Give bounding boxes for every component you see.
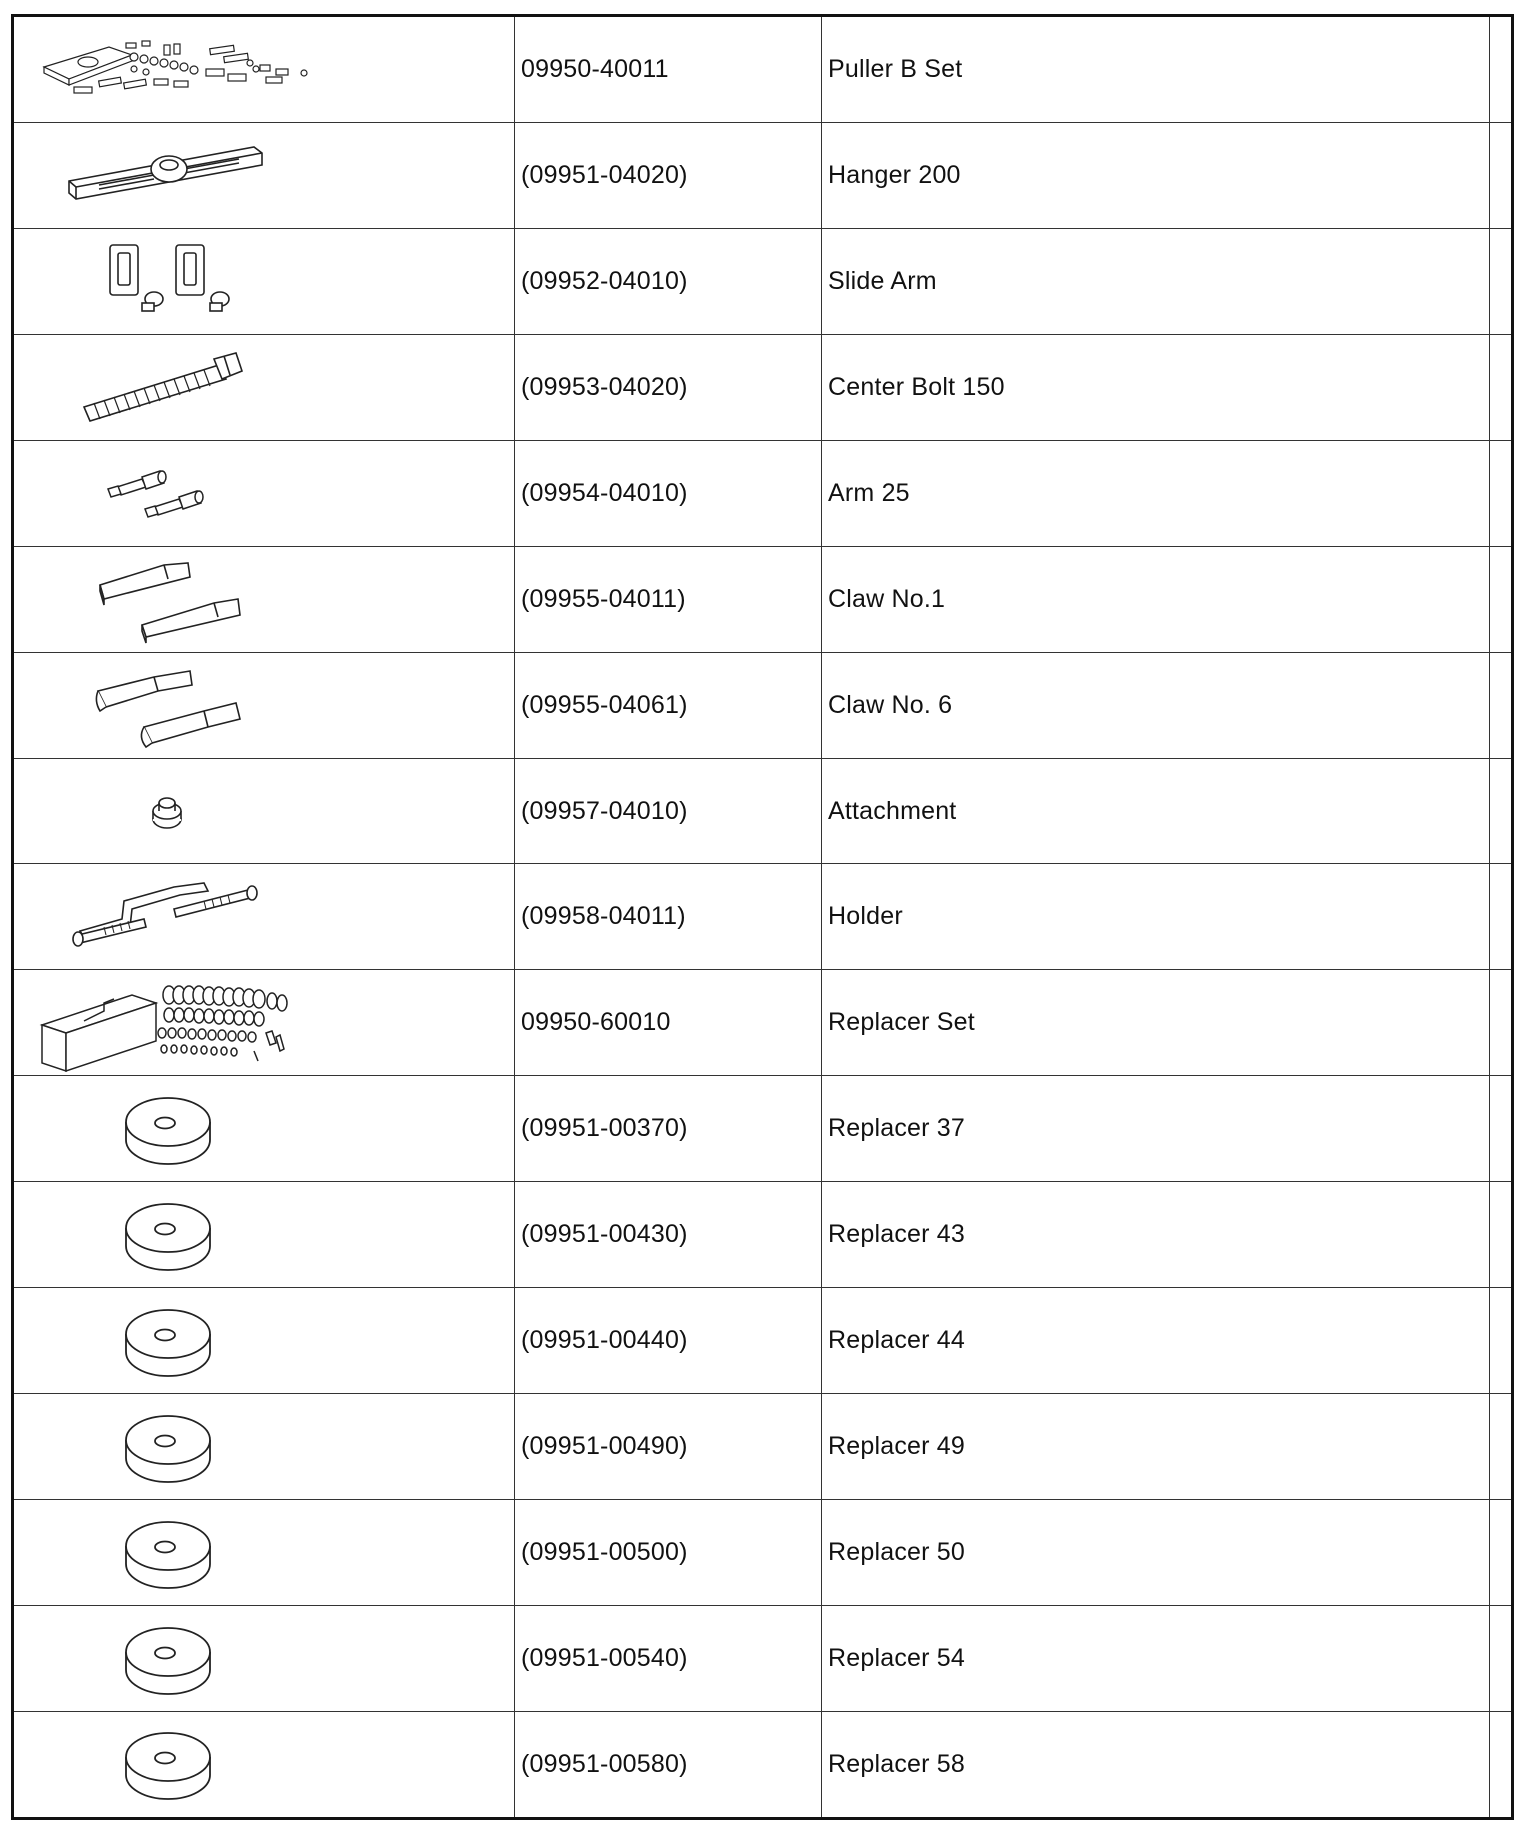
tool-name-cell: Replacer 43 bbox=[822, 1182, 1490, 1288]
replacer-disc-icon bbox=[14, 1607, 514, 1711]
tool-name-cell: Replacer 44 bbox=[822, 1288, 1490, 1394]
tool-illustration-cell bbox=[14, 334, 515, 440]
empty-cell bbox=[1490, 1500, 1512, 1606]
table-row bbox=[14, 1288, 1511, 1394]
tool-name-cell: Claw No. 6 bbox=[822, 652, 1490, 758]
table-row bbox=[14, 1076, 1511, 1182]
empty-cell bbox=[1490, 652, 1512, 758]
table-row bbox=[14, 228, 1511, 334]
table-row bbox=[14, 1182, 1511, 1288]
tool-illustration-cell bbox=[14, 864, 515, 970]
table-row bbox=[14, 440, 1511, 546]
part-number-cell: (09951-04020) bbox=[515, 122, 822, 228]
empty-cell bbox=[1490, 970, 1512, 1076]
part-number-cell: (09954-04010) bbox=[515, 440, 822, 546]
tool-name-cell: Holder bbox=[822, 864, 1490, 970]
empty-cell bbox=[1490, 1606, 1512, 1712]
table-row bbox=[14, 1711, 1511, 1817]
table-row bbox=[14, 122, 1511, 228]
replacer-disc-icon bbox=[14, 1077, 514, 1181]
part-number-cell: 09950-60010 bbox=[515, 970, 822, 1076]
tool-illustration-cell bbox=[14, 970, 515, 1076]
tool-table-body bbox=[14, 17, 1511, 1817]
tool-name-cell: Replacer 49 bbox=[822, 1394, 1490, 1500]
empty-cell bbox=[1490, 17, 1512, 122]
hanger-icon bbox=[14, 123, 514, 227]
tool-name-cell: Puller B Set bbox=[822, 17, 1490, 122]
tool-illustration-cell bbox=[14, 1394, 515, 1500]
part-number-cell: (09955-04061) bbox=[515, 652, 822, 758]
arm-icon bbox=[14, 441, 514, 545]
part-number-cell: (09951-00490) bbox=[515, 1394, 822, 1500]
slide-arm-icon bbox=[14, 229, 514, 333]
tool-name-cell: Replacer 58 bbox=[822, 1711, 1490, 1817]
empty-cell bbox=[1490, 440, 1512, 546]
empty-cell bbox=[1490, 122, 1512, 228]
replacer-disc-icon bbox=[14, 1712, 514, 1816]
tool-table bbox=[14, 17, 1511, 1817]
tool-list-sheet bbox=[11, 14, 1514, 1820]
replacer-disc-icon bbox=[14, 1289, 514, 1393]
table-row bbox=[14, 1500, 1511, 1606]
tool-illustration-cell bbox=[14, 1182, 515, 1288]
tool-name-cell: Claw No.1 bbox=[822, 546, 1490, 652]
tool-name-cell: Replacer Set bbox=[822, 970, 1490, 1076]
tool-illustration-cell bbox=[14, 652, 515, 758]
part-number-cell: (09955-04011) bbox=[515, 546, 822, 652]
tool-illustration-cell bbox=[14, 228, 515, 334]
empty-cell bbox=[1490, 1288, 1512, 1394]
part-number-cell: (09951-00540) bbox=[515, 1606, 822, 1712]
tool-name-cell: Arm 25 bbox=[822, 440, 1490, 546]
tool-name-cell: Replacer 50 bbox=[822, 1500, 1490, 1606]
tool-illustration-cell bbox=[14, 1076, 515, 1182]
claw-hook-icon bbox=[14, 653, 514, 757]
tool-name-cell: Replacer 54 bbox=[822, 1606, 1490, 1712]
tool-illustration-cell bbox=[14, 122, 515, 228]
attachment-icon bbox=[14, 759, 514, 863]
table-row bbox=[14, 1394, 1511, 1500]
empty-cell bbox=[1490, 1182, 1512, 1288]
tool-illustration-cell bbox=[14, 1711, 515, 1817]
part-number-cell: (09951-00370) bbox=[515, 1076, 822, 1182]
table-row bbox=[14, 17, 1511, 122]
empty-cell bbox=[1490, 228, 1512, 334]
part-number-cell: (09957-04010) bbox=[515, 758, 822, 864]
part-number-cell: (09951-00440) bbox=[515, 1288, 822, 1394]
table-row bbox=[14, 970, 1511, 1076]
claw-icon bbox=[14, 547, 514, 651]
tool-illustration-cell bbox=[14, 1288, 515, 1394]
empty-cell bbox=[1490, 1711, 1512, 1817]
table-row bbox=[14, 864, 1511, 970]
replacer-disc-icon bbox=[14, 1183, 514, 1287]
part-number-cell: (09952-04010) bbox=[515, 228, 822, 334]
replacer-disc-icon bbox=[14, 1395, 514, 1499]
holder-icon bbox=[14, 865, 514, 969]
table-row bbox=[14, 758, 1511, 864]
tool-illustration-cell bbox=[14, 1606, 515, 1712]
tool-name-cell: Slide Arm bbox=[822, 228, 1490, 334]
tool-name-cell: Center Bolt 150 bbox=[822, 334, 1490, 440]
empty-cell bbox=[1490, 546, 1512, 652]
tool-illustration-cell bbox=[14, 440, 515, 546]
tool-illustration-cell bbox=[14, 546, 515, 652]
empty-cell bbox=[1490, 1394, 1512, 1500]
part-number-cell: (09958-04011) bbox=[515, 864, 822, 970]
table-row bbox=[14, 1606, 1511, 1712]
part-number-cell: (09951-00430) bbox=[515, 1182, 822, 1288]
center-bolt-icon bbox=[14, 335, 514, 439]
table-row bbox=[14, 652, 1511, 758]
table-row bbox=[14, 546, 1511, 652]
part-number-cell: (09953-04020) bbox=[515, 334, 822, 440]
part-number-cell: 09950-40011 bbox=[515, 17, 822, 122]
tool-name-cell: Replacer 37 bbox=[822, 1076, 1490, 1182]
replacer-set-icon bbox=[14, 971, 514, 1075]
empty-cell bbox=[1490, 864, 1512, 970]
part-number-cell: (09951-00580) bbox=[515, 1711, 822, 1817]
tool-illustration-cell bbox=[14, 758, 515, 864]
empty-cell bbox=[1490, 334, 1512, 440]
puller-set-icon bbox=[14, 17, 514, 121]
empty-cell bbox=[1490, 1076, 1512, 1182]
tool-name-cell: Attachment bbox=[822, 758, 1490, 864]
tool-illustration-cell bbox=[14, 1500, 515, 1606]
tool-illustration-cell bbox=[14, 17, 515, 122]
replacer-disc-icon bbox=[14, 1501, 514, 1605]
empty-cell bbox=[1490, 758, 1512, 864]
part-number-cell: (09951-00500) bbox=[515, 1500, 822, 1606]
table-row bbox=[14, 334, 1511, 440]
tool-name-cell: Hanger 200 bbox=[822, 122, 1490, 228]
